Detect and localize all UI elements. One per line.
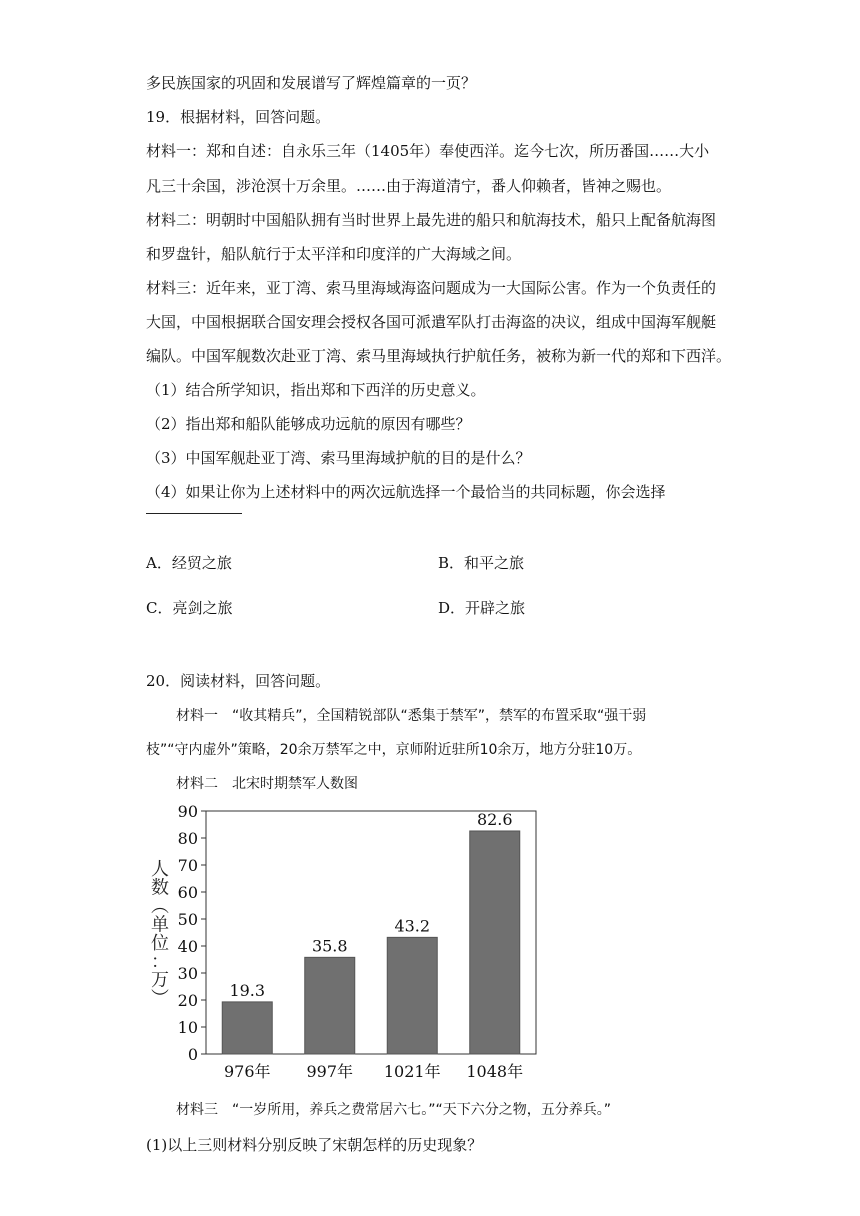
y-axis-label-char: 人 <box>151 859 169 880</box>
y-axis-label-char: 位 <box>151 933 169 954</box>
y-axis-label-char: 万 <box>151 970 169 991</box>
bar-1021年 <box>387 937 437 1054</box>
y-axis-label-char: 数 <box>151 877 169 899</box>
bar-data-label: 82.6 <box>476 809 513 829</box>
q19-sub-1: （1）结合所学知识，指出郑和下西洋的历史意义。 <box>146 381 486 399</box>
q19-sub-3: （3）中国军舰赴亚丁湾、索马里海域护航的目的是什么？ <box>146 449 531 467</box>
y-axis-label-char: 单 <box>151 914 169 936</box>
x-tick-label: 976年 <box>223 1062 271 1081</box>
answer-blank <box>146 513 242 514</box>
y-tick-label: 10 <box>177 1018 198 1037</box>
q20-material-1-line1: 材料一 “收其精兵”，全国精锐部队“悉集于禁军”，禁军的布置采取“强干弱 <box>176 708 647 724</box>
question-20-title: 20．阅读材料，回答问题。 <box>146 672 331 690</box>
y-tick-label: 50 <box>177 910 198 929</box>
y-tick-label: 30 <box>177 964 198 983</box>
option-d: D．开辟之旅 <box>438 599 526 617</box>
q19-material-2-line2: 和罗盘针，船队航行于太平洋和印度洋的广大海域之间。 <box>146 245 522 263</box>
x-tick-label: 1021年 <box>383 1062 441 1081</box>
q19-sub-4: （4）如果让你为上述材料中的两次远航选择一个最恰当的共同标题，你会选择 <box>146 483 666 501</box>
y-axis-label-char: ︵ <box>151 896 169 917</box>
question-19-title: 19．根据材料，回答问题。 <box>146 108 331 126</box>
bar-data-label: 19.3 <box>229 980 266 1000</box>
y-axis-label <box>151 859 169 1010</box>
y-tick-label: 40 <box>177 937 198 956</box>
q19-material-2-line1: 材料二：明朝时中国船队拥有当时世界上最先进的船只和航海技术，船只上配备航海图 <box>146 211 717 229</box>
q20-material-2-caption: 材料二 北宋时期禁军人数图 <box>176 776 358 792</box>
y-tick-label: 70 <box>177 856 198 875</box>
y-axis-label-char: ︶ <box>151 988 169 1010</box>
q19-material-3-line2: 大国，中国根据联合国安理会授权各国可派遣军队打击海盗的决议，组成中国海军舰艇 <box>146 313 717 331</box>
q19-sub-2: （2）指出郑和船队能够成功远航的原因有哪些？ <box>146 415 471 433</box>
q19-material-1-line2: 凡三十余国，涉沧溟十万余里。……由于海道清宁，番人仰赖者，皆神之赐也。 <box>146 177 672 195</box>
bar-976年 <box>222 1002 272 1054</box>
q20-material-3: 材料三 “一岁所用，养兵之费常居六七。”“天下六分之物，五分养兵。” <box>176 1102 612 1118</box>
y-tick-label: 80 <box>177 829 198 848</box>
y-tick-label: 60 <box>177 883 198 902</box>
y-tick-label: 90 <box>177 802 198 821</box>
y-tick-label: 0 <box>187 1045 198 1064</box>
q20-material-1-line2: 枝”“守内虚外”策略，20余万禁军之中，京师附近驻所10余万，地方分驻10万。 <box>146 742 642 758</box>
y-tick-label: 20 <box>177 991 198 1010</box>
y-axis-label-char: ： <box>151 951 169 973</box>
q19-material-3-line1: 材料三：近年来，亚丁湾、索马里海域海盗问题成为一大国际公害。作为一个负责任的 <box>146 279 717 297</box>
q19-material-1-line1: 材料一：郑和自述：自永乐三年（1405年）奉使西洋。迄今七次，所历番国……大小 <box>146 142 710 160</box>
q19-material-3-line3: 编队。中国军舰数次赴亚丁湾、索马里海域执行护航任务，被称为新一代的郑和下西洋。 <box>146 347 732 365</box>
x-tick-label: 997年 <box>306 1062 354 1081</box>
option-c: C．亮剑之旅 <box>146 599 233 617</box>
q20-sub-1: (1)以上三则材料分别反映了宋朝怎样的历史现象？ <box>146 1136 483 1154</box>
option-b: B．和平之旅 <box>438 554 525 572</box>
x-tick-label: 1048年 <box>466 1062 524 1081</box>
bar-997年 <box>305 957 355 1054</box>
line-prev-end: 多民族国家的巩固和发展谱写了辉煌篇章的一页？ <box>146 74 477 92</box>
bar-1048年 <box>470 831 520 1054</box>
troops-bar-chart <box>140 795 550 1095</box>
bar-data-label: 43.2 <box>394 916 431 936</box>
bar-data-label: 35.8 <box>311 936 348 956</box>
option-a: A．经贸之旅 <box>146 554 232 572</box>
